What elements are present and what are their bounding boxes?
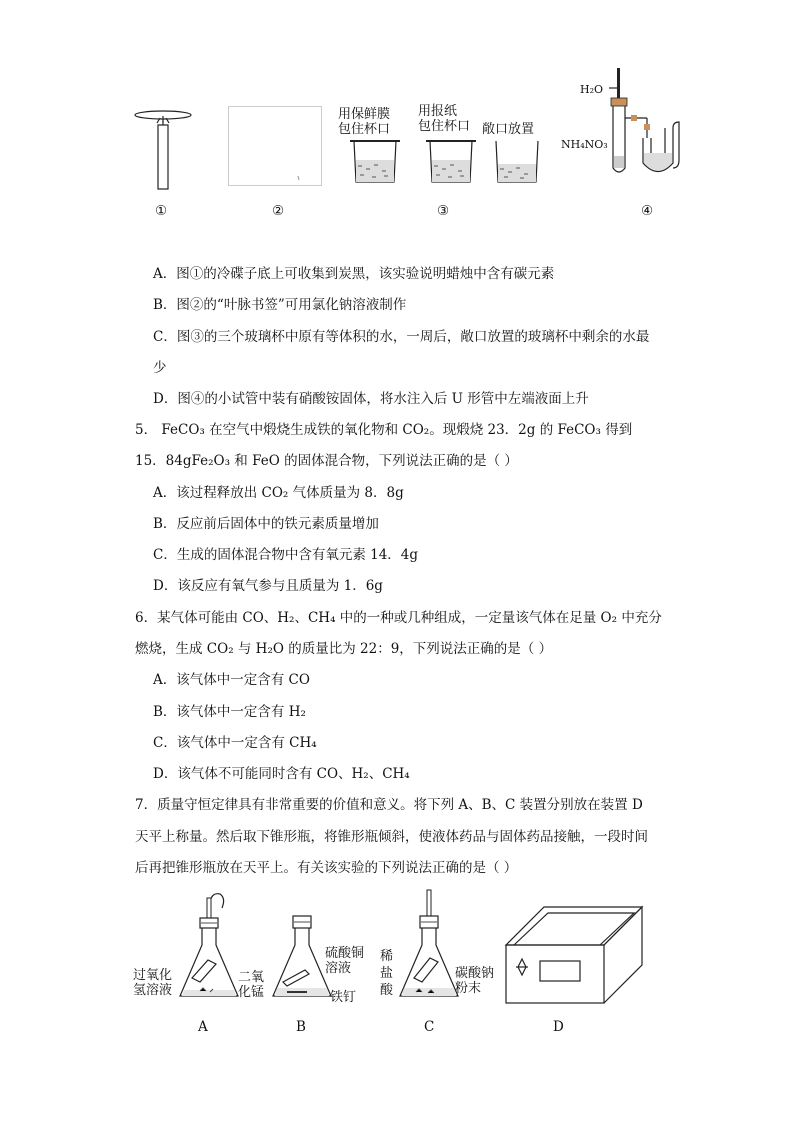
- flask-c-left-label: 稀 盐 酸: [380, 949, 394, 998]
- figure-label-b: B: [296, 1019, 306, 1035]
- water-label: H₂O: [580, 83, 604, 96]
- q5-option-a: A．该过程释放出 CO₂ 气体质量为 8．8g: [153, 485, 404, 501]
- figure-label-2: ②: [272, 203, 285, 219]
- q4-option-b: B．图②的“叶脉书签”可用氯化钠溶液制作: [153, 297, 407, 313]
- flask-c-figure: [394, 890, 464, 1005]
- figure-label-1: ①: [155, 203, 168, 219]
- q4-option-c-line1: C．图③的三个玻璃杯中原有等体积的水，一周后，敞口放置的玻璃杯中剩余的水最: [153, 329, 650, 345]
- figure-label-a: A: [198, 1019, 208, 1035]
- beaker-2-label: 用报纸 包住杯口: [418, 104, 471, 134]
- q4-option-d: D．图④的小试管中装有硝酸铵固体，将水注入后 U 形管中左端液面上升: [153, 391, 589, 407]
- flask-c-right-label: 碳酸钠 粉末: [455, 966, 495, 996]
- q5-option-c: C．生成的固体混合物中含有氧元素 14．4g: [153, 547, 419, 563]
- ammonium-nitrate-label: NH₄NO₃: [561, 138, 608, 151]
- u-tube-apparatus-figure: [603, 68, 693, 188]
- q6-option-c: C．该气体中一定含有 CH₄: [153, 735, 317, 751]
- q7-stem-line1: 7．质量守恒定律具有非常重要的价值和意义。将下列 A、B、C 装置分别放在装置 D: [135, 797, 643, 813]
- q6-option-b: B．该气体中一定含有 H₂: [153, 704, 306, 720]
- candle-dish-figure: [133, 105, 193, 195]
- figure-label-3: ③: [437, 203, 450, 219]
- q4-option-c-line2: 少: [153, 360, 167, 376]
- q7-stem-line3: 后再把锥形瓶放在天平上。有关该实验的下列说法正确的是（ ）: [135, 860, 518, 876]
- flask-b-nail-label: 铁钉: [330, 990, 357, 1005]
- q5-option-b: B．反应前后固体中的铁元素质量增加: [153, 516, 379, 532]
- q4-option-a: A．图①的冷碟子底上可收集到炭黑，该实验说明蜡烛中含有碳元素: [153, 266, 555, 282]
- flask-a-left-label: 过氧化 氢溶液: [133, 968, 173, 998]
- beaker-3-label: 敞口放置: [482, 122, 535, 137]
- flask-b-right-label: 硫酸铜 溶液: [325, 946, 365, 976]
- q6-option-d: D．该气体不可能同时含有 CO、H₂、CH₄: [153, 766, 410, 782]
- leaf-bookmark-figure: [228, 106, 322, 186]
- beaker-1-label: 用保鲜膜 包住杯口: [338, 107, 391, 137]
- q6-option-a: A．该气体中一定含有 CO: [153, 672, 310, 688]
- q7-stem-line2: 天平上称量。然后取下锥形瓶，将锥形瓶倾斜，使液体药品与固体药品接触，一段时间: [135, 829, 648, 845]
- q5-option-d: D．该反应有氧气参与且质量为 1．6g: [153, 578, 383, 594]
- flask-a-figure: [172, 890, 242, 1005]
- figure-label-4: ④: [641, 203, 654, 219]
- q6-stem-line2: 燃烧，生成 CO₂ 与 H₂O 的质量比为 22：9，下列说法正确的是（ ）: [135, 641, 553, 657]
- three-beakers-figure: [348, 138, 548, 188]
- q5-stem-line1: 5． FeCO₃ 在空气中煅烧生成铁的氧化物和 CO₂。现煅烧 23．2g 的 FeCO₃ 得到: [135, 422, 633, 438]
- flask-a-right-label: 二氧 化锰: [238, 970, 265, 1000]
- figure-label-d: D: [553, 1019, 564, 1035]
- q6-stem-line1: 6．某气体可能由 CO、H₂、CH₄ 中的一种或几种组成，一定量该气体在足量 O₂ 中充分: [135, 610, 662, 626]
- q5-stem-line2: 15．84gFe₂O₃ 和 FeO 的固体混合物，下列说法正确的是（ ）: [135, 453, 518, 469]
- balance-d-figure: [504, 905, 644, 1005]
- figure-label-c: C: [424, 1019, 435, 1035]
